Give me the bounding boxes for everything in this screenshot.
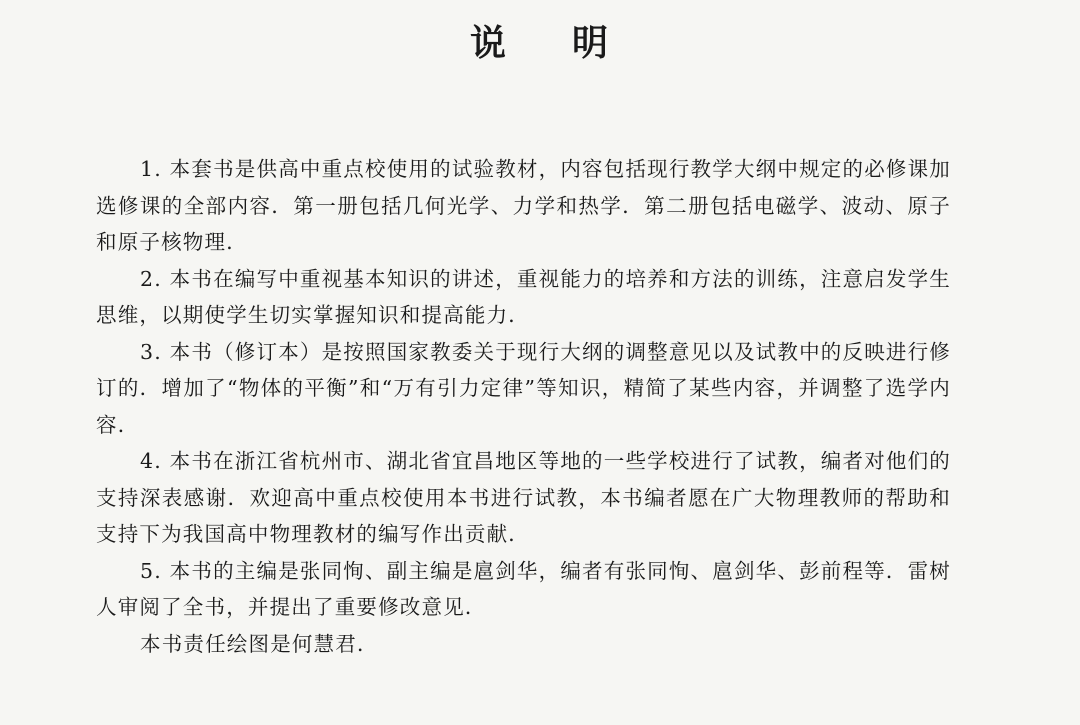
paragraph-6: 本书责任绘图是何慧君．: [140, 631, 379, 656]
paragraph-5: 5. 本书的主编是张同恂、副主编是扈剑华，编者有张同恂、扈剑华、彭前程等．雷树人审阅了全书，并提出了重要修改意见．: [96, 558, 951, 619]
paragraph-4: 4. 本书在浙江省杭州市、湖北省宜昌地区等地的一些学校进行了试教，编者对他们的支持深表感谢．欢迎高中重点校使用本书进行试教，本书编者愿在广大物理教师的帮助和支持下为我国高中物理教材的编写作出贡献．: [96, 449, 951, 546]
document-body: [96, 151, 951, 662]
paragraph-3: 3. 本书（修订本）是按照国家教委关于现行大纲的调整意见以及试教中的反映进行修订的．增加了“物体的平衡”和“万有引力定律”等知识，精简了某些内容，并调整了选学内容．: [96, 339, 951, 437]
title-char-1: 说: [469, 22, 508, 64]
paragraph-1: 1. 本套书是供高中重点校使用的试验教材，内容包括现行教学大纲中规定的必修课加选修课的全部内容．第一册包括几何光学、力学和热学．第二册包括电磁学、波动、原子和原子核物理．: [96, 157, 951, 254]
title-char-2: 明: [572, 22, 611, 64]
paragraph-2: 2. 本书在编写中重视基本知识的讲述，重视能力的培养和方法的训练，注意启发学生思维，以期使学生切实掌握知识和提高能力．: [96, 266, 951, 327]
page-title: [0, 22, 1080, 65]
